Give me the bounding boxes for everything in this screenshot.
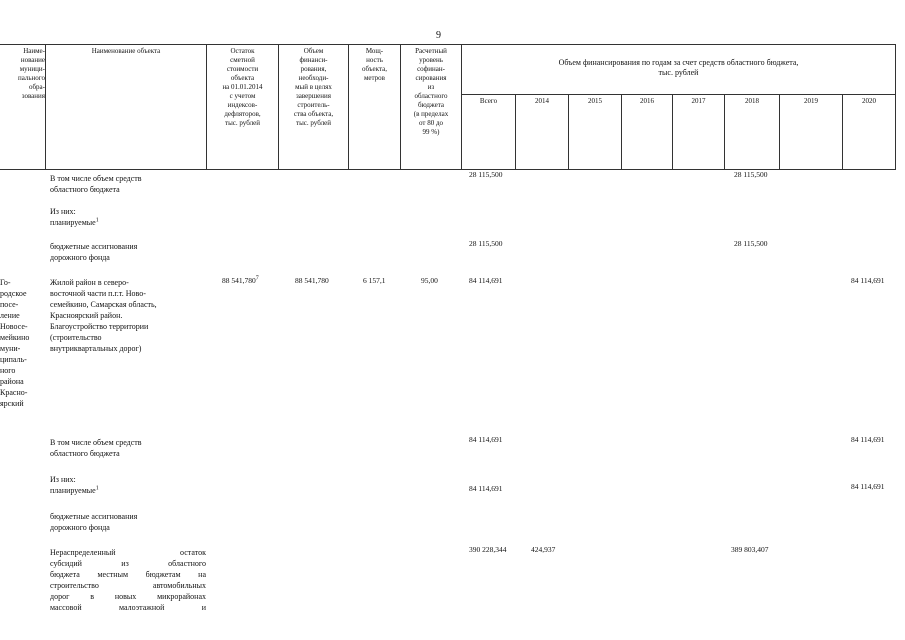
row4-municipality: Го- родское посе- ление Новосе- мейкино муни- ципаль- ного района Красно- ярский <box>0 278 30 408</box>
row6-total: 84 114,691 <box>469 484 503 493</box>
header-capacity: Мощ- ность объекта, метров <box>362 47 387 82</box>
row8-2018: 389 803,407 <box>731 545 769 554</box>
row8-line-2: субсидий из областного <box>50 559 206 568</box>
row3-total: 28 115,500 <box>469 239 503 248</box>
header-financing-group: Объем финансирования по годам за счет средств областного бюджета, тыс. рублей <box>558 58 799 77</box>
row8-2014: 424,937 <box>531 545 556 554</box>
header-municipality: Наиме- нование муници- пального обра- зования <box>17 47 45 100</box>
header-object-name: Наименование объекта <box>91 47 161 55</box>
row4-cofinancing-level: 95,00 <box>421 276 438 285</box>
row8-object-name <box>50 547 206 613</box>
row4-financing-volume: 88 541,780 <box>295 276 329 285</box>
header-years-divider <box>461 94 896 95</box>
row4-2020: 84 114,691 <box>851 276 885 285</box>
row2-planned-text: планируемые <box>50 218 96 227</box>
header-year-total: Всего <box>479 97 498 105</box>
header-year-2014: 2014 <box>535 97 549 105</box>
row6-planned-text: планируемые <box>50 486 96 495</box>
row5-total: 84 114,691 <box>469 435 503 444</box>
row2-object-name <box>50 206 206 228</box>
header-financing-volume: Объем финанси- рования, необходи- мый в целях завершения строитель- ства объекта, тыс. рублей <box>293 47 334 127</box>
row3-object-name: бюджетные ассигнования дорожного фонда <box>50 242 138 262</box>
row8-line-4: строительство автомобильных <box>50 581 206 590</box>
header-year-2017: 2017 <box>691 97 706 105</box>
row4-footnote-mark: 7 <box>255 275 259 282</box>
header-remaining-cost: Остаток сметной стоимости объекта на 01.01.2014 с учетом индексов- дефляторов, тыс. рублей <box>222 47 263 127</box>
header-year-2016: 2016 <box>640 97 654 105</box>
row3-2018: 28 115,500 <box>734 239 768 248</box>
row1-object-name: В том числе объем средств областного бюджета <box>50 174 142 194</box>
row6-label-of-them: Из них: <box>50 475 76 484</box>
row6-2020: 84 114,691 <box>851 482 885 491</box>
row4-remaining-cost <box>222 276 259 285</box>
row5-object-name: В том числе объем средств областного бюджета <box>50 438 142 458</box>
header-year-2015: 2015 <box>588 97 602 105</box>
row4-total: 84 114,691 <box>469 276 503 285</box>
row6-label-planned <box>50 485 206 496</box>
row7-object-name: бюджетные ассигнования дорожного фонда <box>50 512 138 532</box>
row6-object-name <box>50 474 206 496</box>
row6-footnote-mark: 1 <box>95 485 99 492</box>
row5-2020: 84 114,691 <box>851 435 885 444</box>
row2-label-planned <box>50 217 206 228</box>
table-right-border <box>895 44 896 170</box>
row2-label-of-them: Из них: <box>50 207 76 216</box>
row4-capacity: 6 157,1 <box>363 276 386 285</box>
col-divider-1 <box>45 44 46 170</box>
row4-remaining-value: 88 541,780 <box>222 276 256 285</box>
header-year-2018: 2018 <box>745 97 759 105</box>
header-cofinancing-level: Расчетный уровень софинан- сирования из областного бюджета (в пределах от 80 до 99 %) <box>413 47 449 136</box>
row8-line-1: Нераспределенный остаток <box>50 548 206 557</box>
row2-footnote-mark: 1 <box>95 217 99 224</box>
row8-line-6: массовой малоэтажной и <box>50 603 206 612</box>
row8-line-5: дорог в новых микрорайонах <box>50 592 206 601</box>
row4-object-name: Жилой район в северо- восточной части п.г.т. Ново- семейкино, Самарская область, Красноярский район. Благоустройство территории (строительство внутриквартальных дорог) <box>50 278 157 353</box>
row8-line-3: бюджета местным бюджетам на <box>50 570 206 579</box>
page-number: 9 <box>436 30 441 41</box>
row8-total: 390 228,344 <box>469 545 507 554</box>
row1-total: 28 115,500 <box>469 170 503 179</box>
row1-2018: 28 115,500 <box>734 170 768 179</box>
header-top-border <box>0 44 896 45</box>
header-year-2019: 2019 <box>804 97 818 105</box>
header-year-2020: 2020 <box>862 97 876 105</box>
